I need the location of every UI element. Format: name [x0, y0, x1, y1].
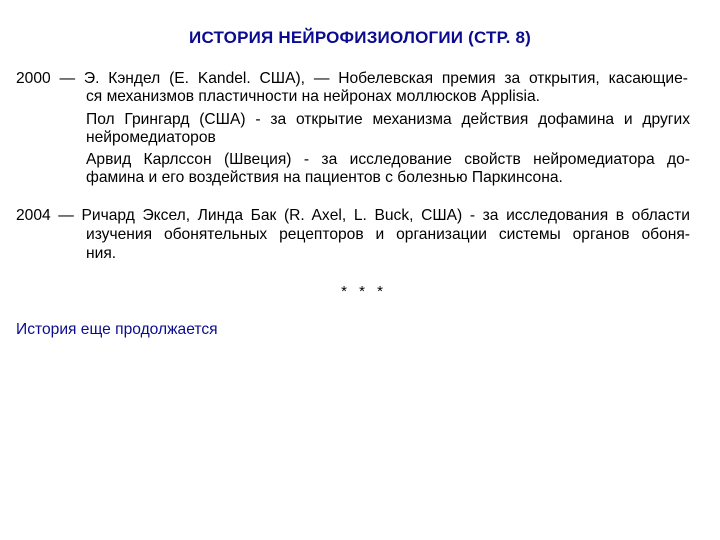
entry-line: нейромедиаторов — [86, 129, 216, 146]
entry-line: изучения обонятельных рецепторов и организации системы органов обоня- — [86, 226, 690, 243]
entry-line: Пол Грингард (США) - за открытие механизма действия дофамина и других — [86, 111, 690, 128]
entry-line: 2004 — Ричард Эксел, Линда Бак (R. Axel, L. Buck, США) - за исследования в области — [16, 207, 690, 224]
entry-line: ся механизмов пластичности на нейронах моллюсков Applisia. — [86, 88, 540, 105]
entry-line: ния. — [86, 245, 117, 262]
entry-line: Арвид Карлссон (Швеция) - за исследование свойств нейромедиатора до- — [86, 151, 690, 168]
entry-line: 2000 — Э. Кэндел (E. Kandel. США), — Нобелевская премия за открытия, касающие- — [16, 70, 688, 87]
footer-note: История еще продолжается — [16, 321, 218, 338]
entry-line: фамина и его воздействия на пациентов с болезнью Паркинсона. — [86, 169, 563, 186]
section-separator: * * * — [341, 283, 387, 300]
page-title: ИСТОРИЯ НЕЙРОФИЗИОЛОГИИ (СТР. 8) — [189, 28, 531, 47]
